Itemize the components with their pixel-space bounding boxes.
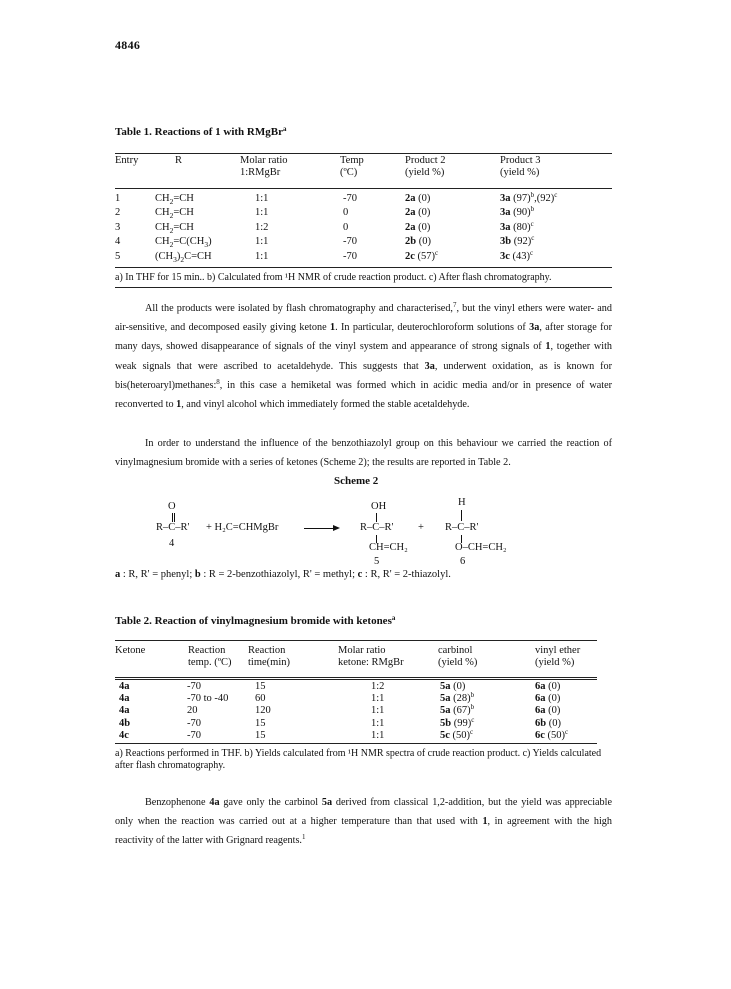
scheme-carbinol-oh: OH xyxy=(371,501,387,512)
table1-cell-product2 xyxy=(405,207,430,218)
table1-cell-temp: 0 xyxy=(343,221,349,233)
table2-cell-time: 15 xyxy=(255,729,266,741)
table1-cell-product3-run: 3b xyxy=(500,236,512,248)
table2-cell-carbinol-run: 5a xyxy=(440,705,451,717)
table1-cell-product3 xyxy=(500,193,557,204)
table2-cell-ketone: 4a xyxy=(119,681,130,692)
table1-cell-product3-run: (80) xyxy=(510,221,531,233)
scheme-carbinol-bond-top xyxy=(376,513,377,522)
table1-cell-ratio: 1:1 xyxy=(255,250,269,262)
table2-header-2-line2: time(min) xyxy=(248,657,290,668)
table2-cell-ketone: 4c xyxy=(119,729,129,741)
table-row xyxy=(115,681,597,693)
table2-cell-carbinol-run: b xyxy=(470,691,475,700)
table2-cell-vinyl-ether-run: 6a xyxy=(535,681,546,692)
table1-cell-product2-run: 2a xyxy=(405,193,416,204)
table2-cell-carbinol-run: (99) xyxy=(451,717,472,729)
scheme-legend xyxy=(115,569,451,580)
table2-header-3-line2: ketone: RMgBr xyxy=(338,657,404,668)
table2-caption: Table 2. Reaction of vinylmagnesium bromide with ketones$^a$ xyxy=(115,614,396,627)
table2-cell-vinyl-ether-run: (0) xyxy=(545,681,561,692)
paragraph-1-run: 1 xyxy=(545,341,551,353)
table2-cell-vinyl-ether-run: (0) xyxy=(545,705,561,717)
table2-cell-vinyl-ether-run: (0) xyxy=(545,693,561,705)
table2-cell-time: 60 xyxy=(255,693,266,705)
table1-top-rule xyxy=(115,153,612,154)
table1-cell-entry: 3 xyxy=(115,221,121,233)
scheme-legend-run: a xyxy=(115,569,121,580)
table1-cell-product2-run: (0) xyxy=(415,221,431,233)
paragraph-1-run: , underwent oxidation, as is known for bis(heteroaryl)methanes: xyxy=(115,360,612,391)
table1-cell-temp: -70 xyxy=(343,193,357,204)
scheme-legend-run: : R, R' = 2-thiazolyl. xyxy=(362,569,451,580)
table1-cell-product3-run: 3a xyxy=(500,193,511,204)
table1-cell-entry: 5 xyxy=(115,250,121,262)
table2-cell-ratio: 1:2 xyxy=(371,681,385,692)
table1-header-0-line1: Entry xyxy=(115,155,139,166)
table2-cell-vinyl-ether xyxy=(535,718,561,729)
table2-cell-vinyl-ether-run: (0) xyxy=(546,717,561,729)
table2-top-rule xyxy=(115,640,597,641)
table2-cell-vinyl-ether xyxy=(535,727,569,741)
table1-cell-product2 xyxy=(405,193,430,204)
table2-cell-ratio: 1:1 xyxy=(371,705,385,717)
table2-cell-time: 15 xyxy=(255,681,266,692)
table1-cell-product3-run: b xyxy=(530,191,535,199)
scheme-arrow-line xyxy=(304,528,334,529)
table1-cell-ratio: 1:1 xyxy=(255,193,269,204)
paragraph-3-run: 4a xyxy=(209,797,220,808)
table2-cell-ketone: 4b xyxy=(119,717,131,729)
table1-cell-product3-run: c xyxy=(530,219,534,228)
paragraph-3-run: derived from classical 1,2-addition, but the yield was appreciable only when the reaction was carried out at a higher temperature than that used with xyxy=(115,797,613,828)
table1-header-5-line2: (yield %) xyxy=(500,167,540,178)
table-row xyxy=(115,236,612,250)
table1-cell-temp: -70 xyxy=(343,236,357,248)
table2-cell-temp: -70 xyxy=(187,681,201,692)
table2-cell-time: 120 xyxy=(255,705,271,717)
table1-cell-product3-run: c xyxy=(554,191,558,199)
scheme-carbinol-vinyl: CH=CH₂ xyxy=(369,542,408,553)
table1-cell-product2 xyxy=(405,222,430,233)
table1-cell-r: $CH_2=CH$ xyxy=(155,221,194,235)
table1-cell-product3 xyxy=(500,207,534,218)
paragraph-1-run: , but the vinyl ethers were water- and air-sensitive, and decomposed easily giving ketone xyxy=(115,303,612,334)
table2-header-1-line2: temp. (ºC) xyxy=(188,657,232,668)
table2-cell-carbinol-run: (67) xyxy=(450,705,471,717)
table-row xyxy=(115,715,597,730)
table2-cell-vinyl-ether xyxy=(535,693,560,704)
table-row xyxy=(115,693,597,705)
table2-cell-temp: -70 xyxy=(187,717,201,729)
table1-cell-product3-run: c xyxy=(531,234,535,243)
table2-footnote: a) Reactions performed in THF. b) Yields calculated from ¹H NMR spectra of crude reaction product. c) Yields calculated after flash chromatography. xyxy=(115,748,602,771)
paragraph-2: In order to understand the influence of the benzothiazolyl group on this behaviour we carried the reaction of vinylmagnesium bromide with a series of ketones (Scheme 2); the results are reported in Table 2. xyxy=(115,438,612,469)
table1-cell-product2 xyxy=(405,248,439,262)
table2-header-2-line1: Reaction xyxy=(248,645,286,656)
table2-cell-vinyl-ether-run: 6a xyxy=(535,693,546,705)
table2-cell-carbinol-run: c xyxy=(471,715,475,724)
table2-cell-carbinol xyxy=(440,693,474,704)
table1-cell-product2-run: 2a xyxy=(405,207,416,219)
table1-cell-r: $CH_2=C(CH_3)$ xyxy=(155,236,212,250)
table-row xyxy=(115,705,597,717)
table1-header-2-line1: Molar ratio xyxy=(240,155,288,166)
paragraph-1-run: , in this case a hemiketal was formed which in acidic media and/or in presence of water reconverted to xyxy=(115,379,612,411)
table2-cell-carbinol-run: 5b xyxy=(440,717,452,729)
paragraph-1-run: 7 xyxy=(452,301,457,309)
table2-cell-temp: -70 to -40 xyxy=(187,693,229,705)
table1-header-4-line2: (yield %) xyxy=(405,167,445,178)
scheme-label-6: 6 xyxy=(460,556,466,567)
table1-cell-product3-run: 3a xyxy=(500,207,511,219)
table1-cell-r: $CH_2=CH$ xyxy=(155,193,194,207)
table1-cell-product2-run: (57) xyxy=(414,250,436,262)
paragraph-1-run: 3a xyxy=(424,360,435,372)
table1-cell-product2-run: (0) xyxy=(415,193,431,204)
scheme-carbonyl-bond xyxy=(172,513,175,522)
paragraph-3-run: , in agreement with the high reactivity of the latter with Grignard reagents. xyxy=(115,816,612,847)
table2-cell-carbinol-run: (50) xyxy=(449,729,471,741)
table1-cell-product2-run: 2a xyxy=(405,221,416,233)
table1-cell-product2-run: c xyxy=(435,248,439,257)
table1-cell-product3-run: (92) xyxy=(511,236,532,248)
scheme-label-4: 4 xyxy=(169,538,175,549)
paragraph-1-run: , together with weak signals that were ascribed to acetaldehyde. This suggests that xyxy=(115,341,612,372)
table2-header-rule xyxy=(115,677,597,678)
table2-cell-carbinol-run: (0) xyxy=(450,681,466,692)
paragraph-1-run: , after storage for many days, showed disappearance of signals of the vinyl system and appearance of strong signals of xyxy=(115,322,612,353)
paragraph-1-run: . In particular, deuterochloroform solutions of xyxy=(335,322,530,334)
table2-header xyxy=(115,645,597,675)
scheme-legend-run: : R, R' = phenyl; xyxy=(120,569,195,580)
scheme-ether-bond-top xyxy=(461,510,462,521)
table2-header-rule-double xyxy=(115,679,597,680)
table2-bottom-rule xyxy=(115,743,597,744)
table2-cell-temp: 20 xyxy=(187,705,198,717)
table1-cell-ratio: 1:1 xyxy=(255,236,269,248)
table1-cell-product2-run: 2c xyxy=(405,250,415,262)
table1-cell-r: $(CH_3)_2C=CH$ xyxy=(155,250,212,264)
table-row xyxy=(115,727,597,742)
table1-cell-entry: 1 xyxy=(115,193,121,204)
table2-cell-ratio: 1:1 xyxy=(371,717,385,729)
paragraph-1-run: , and vinyl alcohol which immediately formed the stable acetaldehyde. xyxy=(181,399,470,411)
paragraph-3 xyxy=(115,793,612,851)
table1-cell-product2-run: (0) xyxy=(415,207,431,219)
scheme-ether-vinyloxy: O–CH=CH₂ xyxy=(455,542,507,553)
table2-cell-ratio: 1:1 xyxy=(371,729,385,741)
table-row xyxy=(115,207,612,221)
scheme-ketone: R–C–R' xyxy=(156,522,190,533)
table1-cell-product3 xyxy=(500,236,534,247)
scheme-reagent: + H₂C=CHMgBr xyxy=(206,522,279,533)
table2-header-5-line1: vinyl ether xyxy=(535,645,581,656)
table1-cell-entry: 2 xyxy=(115,207,121,219)
table1-header-3-line1: Temp xyxy=(340,155,364,166)
table2-cell-vinyl-ether-run: 6b xyxy=(535,717,547,729)
table1-cell-temp: 0 xyxy=(343,207,349,219)
table2-cell-vinyl-ether xyxy=(535,705,560,716)
table2-header-0-line1: Ketone xyxy=(115,645,146,656)
table1-header-1-line1: R xyxy=(175,155,183,166)
table2-header-1-line1: Reaction xyxy=(188,645,226,656)
table1-cell-product3-run: (43) xyxy=(509,250,531,262)
table2-cell-vinyl-ether-run: 6c xyxy=(535,729,545,741)
paragraph-3-run: 1 xyxy=(301,833,306,842)
paragraph-1-run: 3a xyxy=(529,322,540,334)
table1-cell-product3-run: c xyxy=(530,248,534,257)
table1-cell-ratio: 1:1 xyxy=(255,207,269,219)
table1-cell-product3-run: (90) xyxy=(510,207,531,219)
table1-cell-entry: 4 xyxy=(115,236,121,248)
table1-header-4-line1: Product 2 xyxy=(405,155,446,166)
scheme-ketone-oxygen: O xyxy=(168,501,176,512)
paragraph-3-run: Benzophenone xyxy=(145,797,210,808)
table2-header-3-line1: Molar ratio xyxy=(338,645,386,656)
table1-cell-product3-run: ,(92) xyxy=(534,193,555,204)
scheme-plus: + xyxy=(418,522,424,533)
table1-cell-product2-run: 2b xyxy=(405,236,417,248)
table2-cell-vinyl-ether-run: 6a xyxy=(535,705,546,717)
scheme-ether-h: H xyxy=(458,497,466,508)
table2-cell-carbinol-run: b xyxy=(470,703,475,712)
scheme-carbinol: R–C–R' xyxy=(360,522,394,533)
table2-cell-ketone: 4a xyxy=(119,705,130,717)
table2-header-4-line2: (yield %) xyxy=(438,657,478,668)
table1-footnote-rule xyxy=(115,287,612,288)
table-row xyxy=(115,248,612,265)
page-number: 4846 xyxy=(115,38,141,52)
table1-cell-product3-run: 3a xyxy=(500,221,511,233)
table2-cell-carbinol xyxy=(440,705,474,716)
table2-header-4-line1: carbinol xyxy=(438,645,473,656)
scheme-legend-run: : R = 2-benzothiazolyl, R' = methyl; xyxy=(200,569,358,580)
paragraph-1-run: 1 xyxy=(176,399,182,411)
table2-cell-carbinol-run: (28) xyxy=(450,693,471,705)
table1-cell-product2-run: (0) xyxy=(416,236,431,248)
table1-header xyxy=(115,155,612,185)
paragraph-3-run: 1 xyxy=(482,816,488,828)
table2-header-5-line2: (yield %) xyxy=(535,657,575,668)
table1-footnote: a) In THF for 15 min.. b) Calculated from ¹H NMR of crude reaction product. c) After flash chromatography. xyxy=(115,272,552,283)
paragraph-1 xyxy=(115,299,612,414)
paragraph-1-run: 8 xyxy=(216,377,220,386)
table2-cell-ratio: 1:1 xyxy=(371,693,385,705)
paragraph-1-run: 1 xyxy=(329,322,336,334)
table1-header-5-line1: Product 3 xyxy=(500,155,541,166)
table2-cell-carbinol-run: 5a xyxy=(440,693,451,705)
table1-cell-product2 xyxy=(405,236,431,247)
table2-cell-carbinol-run: 5c xyxy=(440,729,450,741)
table1-header-2-line2: 1:RMgBr xyxy=(240,167,281,178)
table2-cell-carbinol-run: c xyxy=(470,727,474,736)
table2-cell-temp: -70 xyxy=(187,729,201,741)
scheme-arrow-head xyxy=(333,525,340,531)
paragraph-3-run: 5a xyxy=(321,797,333,808)
scheme-legend-run: c xyxy=(357,569,363,580)
scheme-title: Scheme 2 xyxy=(334,475,379,487)
scheme-legend-run: b xyxy=(194,569,201,580)
table1-cell-product3 xyxy=(500,248,534,262)
table1-cell-product3-run: (97) xyxy=(510,193,531,204)
table2-cell-carbinol xyxy=(440,727,474,741)
table1-cell-r: $CH_2=CH$ xyxy=(155,207,194,221)
paragraph-3-run: gave only the carbinol xyxy=(219,797,322,808)
table2-cell-vinyl-ether xyxy=(535,681,560,692)
table2-cell-carbinol xyxy=(440,681,465,692)
table1-bottom-rule xyxy=(115,267,612,268)
table2-cell-vinyl-ether-run: (50) xyxy=(544,729,566,741)
table1-cell-ratio: 1:2 xyxy=(255,221,269,233)
table2-cell-time: 15 xyxy=(255,717,266,729)
table1-cell-product3-run: 3c xyxy=(500,250,510,262)
table1-caption: Table 1. Reactions of 1 with RMgBr$^a$ xyxy=(115,125,287,138)
table1-cell-temp: -70 xyxy=(343,250,357,262)
table2-cell-carbinol-run: 5a xyxy=(440,681,451,692)
table1-header-rule xyxy=(115,188,612,189)
scheme-ether: R–C–R' xyxy=(445,522,479,533)
paragraph-1-run: All the products were isolated by flash chromatography and characterised, xyxy=(145,303,453,314)
table1-header-3-line2: (ºC) xyxy=(340,167,358,178)
table2-cell-vinyl-ether-run: c xyxy=(565,727,569,736)
table2-cell-ketone: 4a xyxy=(119,693,130,705)
table-row xyxy=(115,193,612,207)
table1-cell-product3-run: b xyxy=(530,205,535,214)
table1-cell-product3 xyxy=(500,219,534,233)
scheme-label-5: 5 xyxy=(374,556,380,567)
table-row xyxy=(115,219,612,236)
